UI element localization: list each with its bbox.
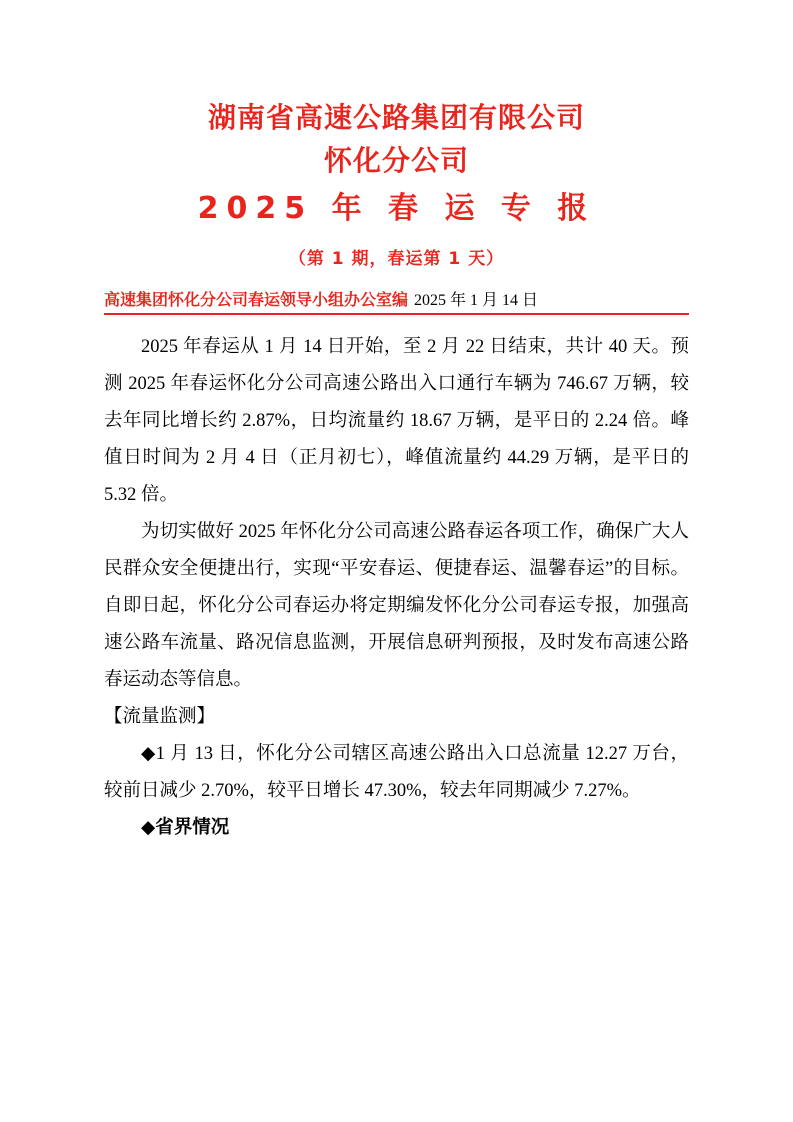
document-body xyxy=(104,329,689,847)
masthead-line-title: 2025 年 春 运 专 报 xyxy=(197,190,596,226)
paragraph-purpose: 为切实做好 2025 年怀化分公司高速公路春运各项工作，确保广大人民群众安全便捷出行，实现“平安春运、便捷春运、温馨春运”的目标。自即日起，怀化分公司春运办将定期编发怀化分公司春运专报，加强高速公路车流量、路况信息监测，开展信息研判预报，及时发布高速公路春运动态等信息。 xyxy=(104,521,689,690)
section-heading-flow-monitoring: 【流量监测】 xyxy=(104,706,216,727)
issuer-row xyxy=(104,287,689,315)
issuer-org: 高速集团怀化分公司春运领导小组办公室编 xyxy=(104,289,409,309)
section-heading-border-situation: ◆省界情况 xyxy=(141,817,230,838)
paragraph-flow-data: ◆1 月 13 日，怀化分公司辖区高速公路出入口总流量 12.27 万台，较前日减少 2.70%，较平日增长 47.30%，较去年同期减少 7.27%。 xyxy=(104,743,689,801)
masthead-line-company: 湖南省高速公路集团有限公司 xyxy=(207,101,585,134)
masthead xyxy=(104,96,689,234)
issuer-date: 2025 年 1 月 14 日 xyxy=(414,291,539,309)
paragraph-forecast: 2025 年春运从 1 月 14 日开始，至 2 月 22 日结束，共计 40 天。预测 2025 年春运怀化分公司高速公路出入口通行车辆为 746.67 万辆，较去年同比增长约 2.87%，日均流量约 18.67 万辆，是平日的 2.24 倍。峰值日时间为 2 月 4 日（正月初七），峰值流量约 44.29 万辆，是平日的 5.32 倍。 xyxy=(104,336,689,505)
issue-number-line: （第 1 期，春运第 1 天） xyxy=(288,248,505,269)
masthead-line-branch: 怀化分公司 xyxy=(323,144,469,178)
